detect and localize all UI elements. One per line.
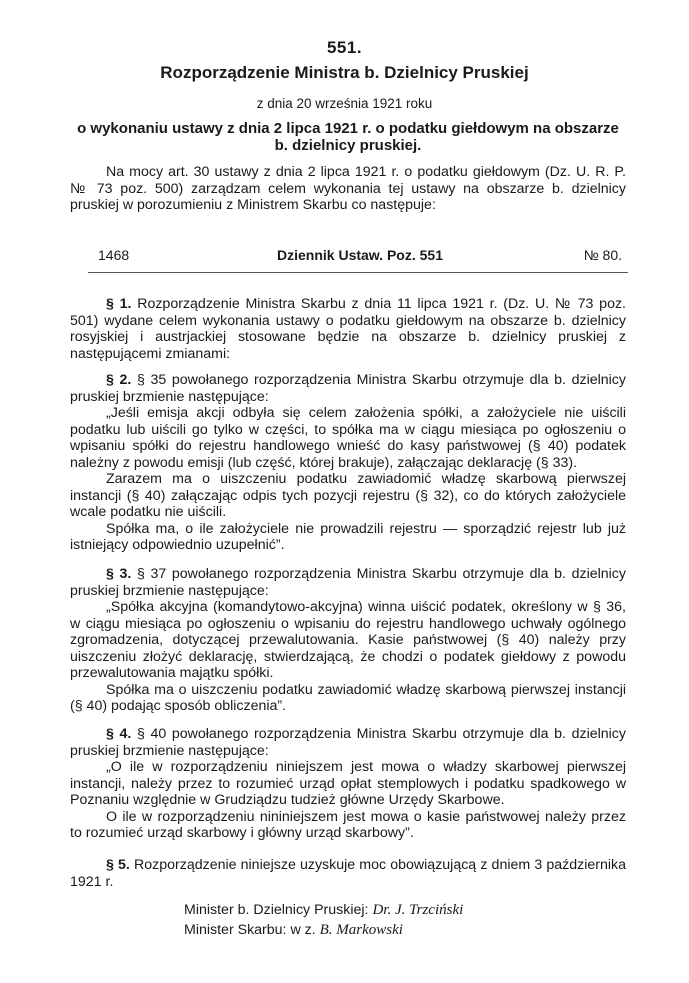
section-text: § 40 powołanego rozporządzenia Ministra Skarbu otrzymuje dla b. dzielnicy pruskiej brzmienie następujące: bbox=[70, 726, 626, 759]
signature-line bbox=[184, 922, 403, 938]
running-header bbox=[98, 247, 622, 265]
quote-paragraph: O ile w rozporządzeniu nininiejszem jest mowa o kasie państwowej należy przez to rozumieć urząd skarbowy i główny urząd skarbowy”. bbox=[70, 808, 626, 841]
section-5 bbox=[70, 857, 626, 890]
signature-name: B. Markowski bbox=[319, 922, 403, 938]
issue-number: № 80. bbox=[583, 247, 622, 263]
journal-title: Dziennik Ustaw. Poz. 551 bbox=[277, 247, 443, 263]
quote-paragraph: Spółka ma o uiszczeniu podatku zawiadomić władzę skarbową pierwszej instancji (§ 40) podając sposób obliczenia”. bbox=[70, 681, 626, 714]
signature-line bbox=[184, 902, 463, 918]
quote-paragraph: Spółka ma, o ile założyciele nie prowadzili rejestru — sporządzić rejestr lub już istniejący odpowiednio uzupełnić”. bbox=[70, 520, 626, 553]
section-text: § 37 powołanego rozporządzenia Ministra Skarbu otrzymuje dla b. dzielnicy pruskiej brzmienie następujące: bbox=[70, 566, 626, 599]
section-1 bbox=[70, 296, 626, 362]
section-mark: § 1. bbox=[106, 296, 132, 312]
page-number: 1468 bbox=[98, 247, 130, 263]
header-divider bbox=[88, 272, 628, 273]
signature-role: Minister b. Dzielnicy Pruskiej: bbox=[184, 902, 369, 918]
act-subject: o wykonaniu ustawy z dnia 2 lipca 1921 r. o podatku giełdowym na obszarze b. dzielnicy pruskiej. bbox=[77, 120, 619, 154]
section-text: Rozporządzenie niniejsze uzyskuje moc obowiązującą z dniem 3 października 1921 r. bbox=[70, 857, 626, 890]
quote-paragraph: „Spółka akcyjna (komandytowo-akcyjna) winna uiścić podatek, określony w § 36, w ciągu miesiąca po ogłoszeniu o wpisaniu do rejestru handlowego uchwały ogólnego zgromadzenia, dotyczącej przewalutowania. Kasie państwowej (§ 40) należy przy uiszczeniu złożyć deklarację, stwierdzającą, że chodzi o podatek giełdowy z powodu przewalutowania majątku spółki. bbox=[70, 599, 626, 681]
section-2 bbox=[70, 372, 626, 554]
section-mark: § 4. bbox=[106, 726, 132, 742]
intro-paragraph: Na mocy art. 30 ustawy z dnia 2 lipca 1921 r. o podatku giełdowym (Dz. U. R. P. № 73 poz. 500) zarządzam celem wykonania tej ustawy na obszarze b. dzielnicy pruskiej w porozumieniu z Ministrem Skarbu co następuje: bbox=[70, 164, 626, 213]
section-mark: § 2. bbox=[106, 372, 132, 388]
quote-paragraph: „O ile w rozporządzeniu niniejszem jest mowa o władzy skarbowej pierwszej instancji, należy przez to rozumieć urząd opłat stemplowych i podatku spadkowego w Poznaniu względnie w Grudziądzu tudzież główne Urzędy Skarbowe. bbox=[70, 759, 626, 808]
section-mark: § 5. bbox=[106, 857, 130, 873]
quote-paragraph: „Jeśli emisja akcji odbyła się celem założenia spółki, a założyciele nie uiścili podatku lub uiścili go tylko w części, to spółka ma w ciągu miesiąca po ogłoszeniu o wpisaniu spółki do rejestru handlowego wnieść do kasy państwowej (§ 40) podatek należny z powodu emisji (lub część, której brakuje), załączając deklarację (§ 33). bbox=[70, 405, 626, 471]
section-3 bbox=[70, 566, 626, 715]
act-title: Rozporządzenie Ministra b. Dzielnicy Pruskiej bbox=[160, 63, 529, 82]
section-4 bbox=[70, 726, 626, 842]
section-mark: § 3. bbox=[106, 566, 132, 582]
signature-name: Dr. J. Trzciński bbox=[372, 902, 464, 918]
quote-paragraph: Zarazem ma o uiszczeniu podatku zawiadomić władzę skarbową pierwszej instancji (§ 40) załączając odpis tych pozycji rejestru (§ 32), co do których założyciele wcale podatku nie uiścili. bbox=[70, 471, 626, 520]
signature-role: Minister Skarbu: w z. bbox=[184, 922, 316, 938]
act-date: z dnia 20 września 1921 roku bbox=[256, 96, 433, 111]
act-number: 551. bbox=[326, 38, 363, 57]
section-text: § 35 powołanego rozporządzenia Ministra Skarbu otrzymuje dla b. dzielnicy pruskiej brzmienie następujące: bbox=[70, 372, 626, 405]
section-text: Rozporządzenie Ministra Skarbu z dnia 11 lipca 1921 r. (Dz. U. № 73 poz. 501) wydane celem wykonania ustawy o podatku giełdowym na obszarze b. dzielnicy rosyjskiej i austrjackiej stosowane będzie na obszarze b. dzielnicy pruskiej z następującemi zmianami: bbox=[70, 296, 626, 362]
